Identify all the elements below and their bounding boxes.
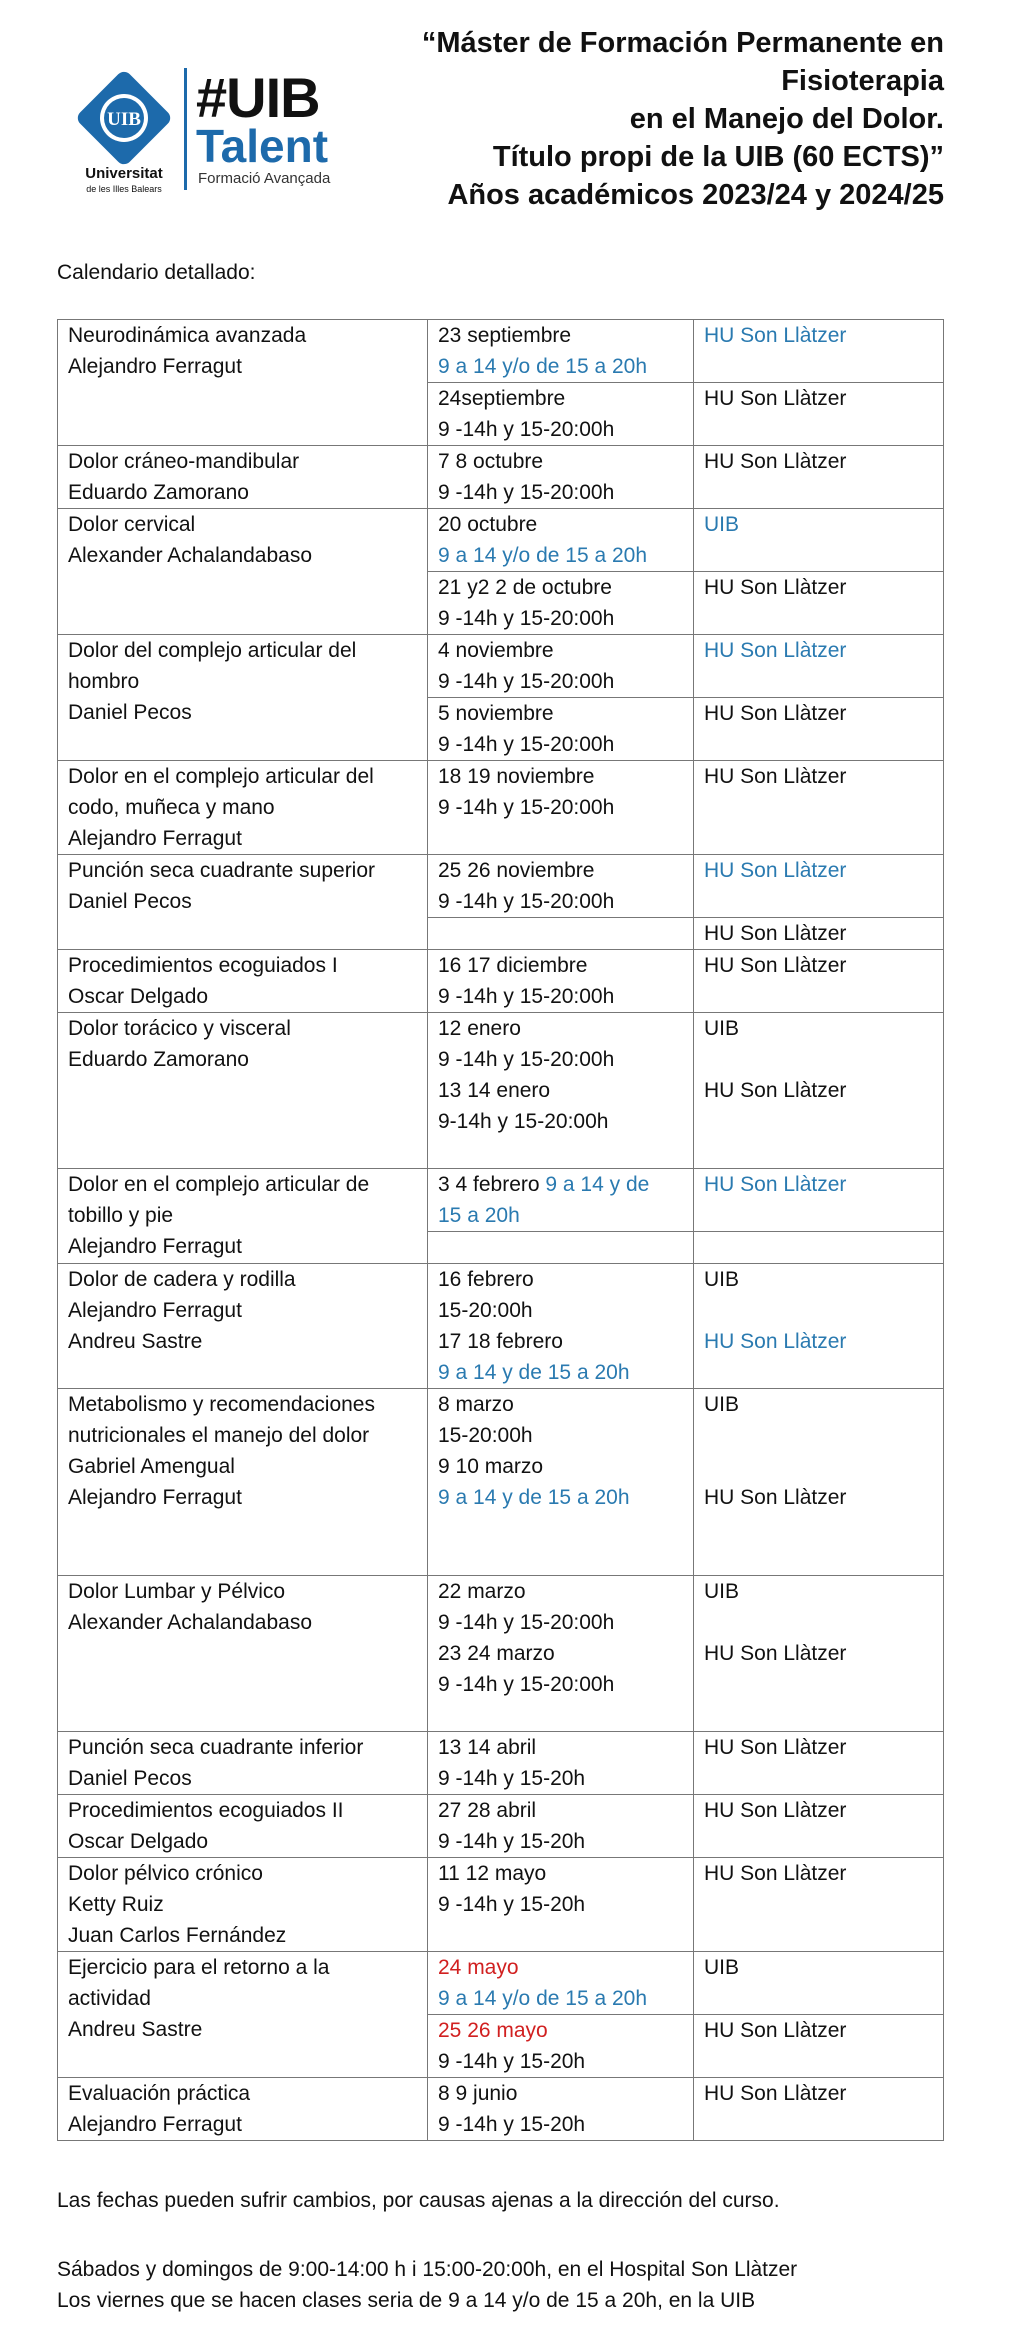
place-cell [694,1389,944,1576]
module-title: Dolor en el complejo articular del [68,765,374,788]
date-line: 5 noviembre [438,702,554,725]
date-line: 20 octubre [438,513,538,536]
date-line [438,1700,683,1731]
logo-university-sub: de les Illes Balears [86,184,162,194]
place-cell [694,635,944,698]
place-line: HU Son Llàtzer [704,922,847,945]
date-line: 22 marzo [438,1580,526,1603]
place-cell [694,1732,944,1795]
table-row [58,446,944,509]
place-line: UIB [704,1017,740,1040]
date-line-part: 3 4 febrero [438,1173,546,1196]
date-cell [428,446,694,509]
table-row [58,1732,944,1795]
date-line: 23 24 marzo [438,1642,555,1665]
date-line [438,1544,683,1575]
place-cell [694,698,944,761]
module-line: Gabriel Amengual [68,1455,235,1478]
table-row [58,1795,944,1858]
date-line: 25 26 noviembre [438,859,595,882]
module-line: Alexander Achalandabaso [68,544,313,567]
date-line: 11 12 mayo [438,1862,547,1885]
module-line: Eduardo Zamorano [68,1048,249,1071]
place-cell [694,1264,944,1389]
place-cell [694,1576,944,1732]
place-line: HU Son Llàtzer [704,765,847,788]
date-line: 9 -14h y 15-20:00h [438,796,615,819]
title-line: Años académicos 2023/24 y 2024/25 [447,179,944,211]
place-line: UIB [704,513,740,536]
date-line [438,1513,683,1544]
module-title: Dolor torácico y visceral [68,1017,291,1040]
module-cell [58,1013,428,1169]
place-line [704,1451,933,1482]
date-cell [428,1858,694,1952]
logo-hashtag: #UIB [196,66,320,129]
date-line: 9 -14h y 15-20:00h [438,890,615,913]
date-cell [428,320,694,383]
place-cell [694,509,944,572]
logo-formacio: Formació Avançada [198,170,331,187]
place-cell [694,950,944,1013]
date-line: 9 a 14 y/o de 15 a 20h [438,1987,648,2010]
title-line: en el Manejo del Dolor. [629,103,944,135]
module-cell [58,2078,428,2141]
date-line: 9 -14h y 15-20:00h [438,418,615,441]
date-line: 9 a 14 y/o de 15 a 20h [438,355,648,378]
table-row [58,635,944,698]
date-cell [428,1795,694,1858]
module-line: Eduardo Zamorano [68,481,249,504]
place-line: HU Son Llàtzer [704,324,847,347]
table-row [58,950,944,1013]
date-cell [428,2078,694,2141]
date-line: 9 a 14 y/o de 15 a 20h [438,544,648,567]
table-row [58,1576,944,1732]
module-line: Alejandro Ferragut [68,1235,242,1258]
date-line: 9 a 14 y de 15 a 20h [438,1486,630,1509]
module-title: Dolor de cadera y rodilla [68,1268,296,1291]
place-line: HU Son Llàtzer [704,639,847,662]
module-title: Dolor en el complejo articular de [68,1173,370,1196]
table-row [58,1013,944,1169]
place-line: HU Son Llàtzer [704,1799,847,1822]
module-title: Evaluación práctica [68,2082,251,2105]
module-title: Dolor cráneo-mandibular [68,450,300,473]
date-cell [428,2015,694,2078]
module-line: Andreu Sastre [68,2018,203,2041]
date-cell [428,635,694,698]
date-line: 9 -14h y 15-20:00h [438,733,615,756]
module-title: Neurodinámica avanzada [68,324,307,347]
place-cell [694,2015,944,2078]
place-line: UIB [704,1580,740,1603]
logo-university: Universitat [85,165,163,182]
module-cell [58,1858,428,1952]
place-line [704,1420,933,1451]
module-line: Daniel Pecos [68,890,192,913]
module-title: Punción seca cuadrante superior [68,859,376,882]
calendar-table [57,319,944,2141]
module-line: Andreu Sastre [68,1330,203,1353]
place-line: HU Son Llàtzer [704,1079,847,1102]
date-line: 9 -14h y 15-20:00h [438,985,615,1008]
date-line: 9 -14h y 15-20h [438,1893,586,1916]
place-line: HU Son Llàtzer [704,576,847,599]
module-line: Juan Carlos Fernández [68,1924,287,1947]
place-cell [694,855,944,918]
date-line: 27 28 abril [438,1799,537,1822]
date-line: 4 noviembre [438,639,554,662]
module-title: Punción seca cuadrante inferior [68,1736,364,1759]
place-line: HU Son Llàtzer [704,2082,847,2105]
title-line: Fisioterapia [781,65,944,97]
place-cell [694,1232,944,1264]
module-line: Daniel Pecos [68,701,192,724]
place-line: HU Son Llàtzer [704,1642,847,1665]
date-line: 9-14h y 15-20:00h [438,1110,609,1133]
date-line: 18 19 noviembre [438,765,595,788]
place-cell [694,761,944,855]
date-line: 15 a 20h [438,1204,520,1227]
date-cell [428,1389,694,1576]
module-title: Procedimientos ecoguiados II [68,1799,344,1822]
date-line: 8 9 junio [438,2082,518,2105]
date-cell [428,1232,694,1264]
date-line: 9 -14h y 15-20:00h [438,481,615,504]
place-line: HU Son Llàtzer [704,450,847,473]
footer-note: Las fechas pueden sufrir cambios, por causas ajenas a la dirección del curso. [57,2189,780,2212]
intro-label: Calendario detallado: [57,261,256,284]
date-line: 9 -14h y 15-20h [438,2050,586,2073]
module-cell [58,1264,428,1389]
uib-talent-logo [72,66,372,196]
place-cell [694,572,944,635]
date-line: 9 -14h y 15-20:00h [438,1611,615,1634]
page-header [0,0,1016,240]
place-line: HU Son Llàtzer [704,387,847,410]
date-line [438,1169,683,1200]
module-line: Alejandro Ferragut [68,355,242,378]
module-line: Oscar Delgado [68,985,209,1008]
table-row [58,761,944,855]
module-line: actividad [68,1987,151,2010]
date-line-part: 9 a 14 y de [545,1173,650,1196]
title-line: “Máster de Formación Permanente en [421,27,944,59]
date-line [438,1232,683,1263]
date-line: 7 8 octubre [438,450,544,473]
place-line: UIB [704,1268,740,1291]
module-cell [58,635,428,761]
date-cell [428,1732,694,1795]
place-cell [694,1013,944,1169]
module-line: Oscar Delgado [68,1830,209,1853]
date-cell [428,1952,694,2015]
module-cell [58,950,428,1013]
date-line: 16 febrero [438,1268,534,1291]
module-title: Dolor cervical [68,513,196,536]
module-cell [58,855,428,950]
module-title: Ejercicio para el retorno a la [68,1956,330,1979]
date-line: 9 -14h y 15-20:00h [438,1048,615,1071]
module-cell [58,446,428,509]
place-cell [694,320,944,383]
table-row [58,1858,944,1952]
table-row [58,1264,944,1389]
module-cell [58,1795,428,1858]
table-row [58,320,944,383]
module-cell [58,320,428,446]
footer-schedule-weekend: Sábados y domingos de 9:00-14:00 h i 15:00-20:00h, en el Hospital Son Llàtzer [57,2258,798,2281]
date-line: 9 a 14 y de 15 a 20h [438,1361,630,1384]
document-title [384,24,944,214]
module-line: Alexander Achalandabaso [68,1611,313,1634]
date-cell [428,918,694,950]
place-line: HU Son Llàtzer [704,954,847,977]
date-line [438,1137,683,1168]
place-line: HU Son Llàtzer [704,1486,847,1509]
date-line: 21 y2 2 de octubre [438,576,612,599]
place-line: HU Son Llàtzer [704,702,847,725]
module-cell [58,1732,428,1795]
date-cell [428,698,694,761]
place-cell [694,1952,944,2015]
place-cell [694,1169,944,1232]
date-line: 9 -14h y 15-20:00h [438,1673,615,1696]
place-line: HU Son Llàtzer [704,1736,847,1759]
place-cell [694,2078,944,2141]
place-line [704,1607,933,1638]
date-line: 25 26 mayo [438,2019,548,2042]
module-line: Alejandro Ferragut [68,2113,242,2136]
uib-diamond-logo-icon [72,66,176,170]
place-line: HU Son Llàtzer [704,1862,847,1885]
date-line: 24 mayo [438,1956,519,1979]
table-row [58,2078,944,2141]
table-row [58,855,944,918]
table-row [58,1389,944,1576]
place-line: HU Son Llàtzer [704,859,847,882]
date-line: 17 18 febrero [438,1330,563,1353]
place-line: UIB [704,1956,740,1979]
module-line: Alejandro Ferragut [68,1299,242,1322]
module-title: Dolor del complejo articular del [68,639,357,662]
place-line: UIB [704,1393,740,1416]
table-row [58,509,944,572]
date-line: 12 enero [438,1017,521,1040]
module-line: tobillo y pie [68,1204,174,1227]
place-line: HU Son Llàtzer [704,1330,847,1353]
date-cell [428,1264,694,1389]
module-cell [58,1576,428,1732]
place-line: HU Son Llàtzer [704,1173,847,1196]
module-title: Procedimientos ecoguiados I [68,954,338,977]
place-cell [694,1795,944,1858]
date-cell [428,1576,694,1732]
place-cell [694,383,944,446]
date-line: 13 14 abril [438,1736,537,1759]
module-title: Dolor pélvico crónico [68,1862,263,1885]
footer-schedule-friday: Los viernes que se hacen clases seria de 9 a 14 y/o de 15 a 20h, en la UIB [57,2289,756,2312]
date-cell [428,761,694,855]
place-line [704,1295,933,1326]
module-line: Daniel Pecos [68,1767,192,1790]
title-line: Título propi de la UIB (60 ECTS)” [492,141,944,173]
date-cell [428,509,694,572]
place-cell [694,446,944,509]
date-line: 9 -14h y 15-20h [438,1830,586,1853]
calendar-body [58,320,944,2141]
table-row [58,1952,944,2015]
date-line: 9 -14h y 15-20:00h [438,607,615,630]
logo-circle-text: UIB [107,109,141,130]
module-line: hombro [68,670,140,693]
module-cell [58,1169,428,1264]
module-cell [58,1389,428,1576]
place-line: HU Son Llàtzer [704,2019,847,2042]
module-cell [58,1952,428,2078]
table-row [58,1169,944,1232]
module-title: Metabolismo y recomendaciones [68,1393,375,1416]
module-line: codo, muñeca y mano [68,796,275,819]
module-cell [58,761,428,855]
date-line: 23 septiembre [438,324,572,347]
logo-divider [184,68,187,190]
date-line: 24septiembre [438,387,566,410]
date-line: 15-20:00h [438,1424,533,1447]
date-line: 9 10 marzo [438,1455,544,1478]
place-line [704,1044,933,1075]
date-line: 9 -14h y 15-20:00h [438,670,615,693]
date-cell [428,855,694,918]
logo-talent: Talent [196,120,329,172]
module-title: Dolor Lumbar y Pélvico [68,1580,286,1603]
date-cell [428,383,694,446]
module-cell [58,509,428,635]
date-line: 16 17 diciembre [438,954,588,977]
module-line: Alejandro Ferragut [68,827,242,850]
place-cell [694,918,944,950]
module-line: Ketty Ruiz [68,1893,164,1916]
place-cell [694,1858,944,1952]
date-line: 15-20:00h [438,1299,533,1322]
date-line: 13 14 enero [438,1079,551,1102]
module-line: Alejandro Ferragut [68,1486,242,1509]
module-line: nutricionales el manejo del dolor [68,1424,370,1447]
date-line: 9 -14h y 15-20h [438,2113,586,2136]
date-cell [428,572,694,635]
date-line: 9 -14h y 15-20h [438,1767,586,1790]
date-cell [428,1013,694,1169]
date-cell [428,950,694,1013]
date-line: 8 marzo [438,1393,514,1416]
date-cell [428,1169,694,1232]
